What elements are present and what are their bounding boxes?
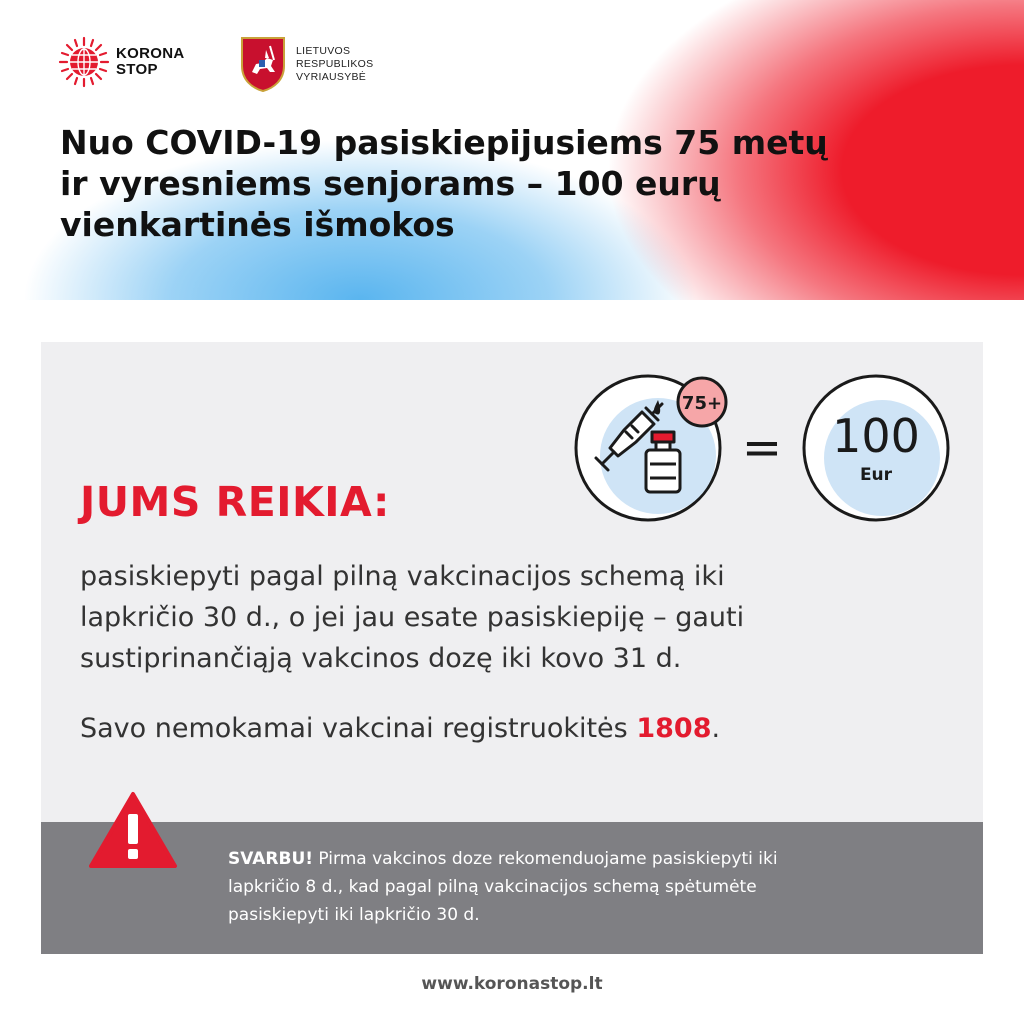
registration-text: Savo nemokamai vakcinai registruokitės bbox=[80, 713, 637, 744]
page-title bbox=[60, 122, 960, 245]
currency-text: Eur bbox=[859, 465, 893, 485]
headline-line1: Nuo COVID-19 pasiskiepijusiems 75 metų bbox=[60, 123, 828, 162]
headline-line2: ir vyresniems senjorams – 100 eurų bbox=[60, 164, 721, 203]
age-badge-text: 75+ bbox=[681, 393, 723, 414]
gov-line3: VYRIAUSYBĖ bbox=[296, 70, 367, 83]
vytis-coat-of-arms-icon bbox=[240, 36, 286, 92]
gov-line1: LIETUVOS bbox=[296, 44, 351, 57]
equals-sign: = bbox=[741, 420, 783, 476]
body-line3: sustiprinančiąją vakcinos dozę iki kovo 31 d. bbox=[80, 643, 682, 674]
warning-line2: lapkričio 8 d., kad pagal pilną vakcinacijos schemą spėtumėte bbox=[228, 877, 757, 897]
globe-sun-icon bbox=[58, 36, 110, 88]
vaccine-equals-money-illustration bbox=[572, 372, 952, 524]
warning-line1: Pirma vakcinos doze rekomenduojame pasiskiepyti iki bbox=[313, 849, 778, 869]
korona-stop-logo[interactable] bbox=[58, 34, 208, 90]
requirement-heading: JUMS REIKIA: bbox=[80, 478, 390, 526]
government-logo[interactable] bbox=[240, 36, 373, 92]
korona-line2: STOP bbox=[116, 61, 158, 78]
warning-label: SVARBU! bbox=[228, 849, 314, 869]
warning-triangle-icon bbox=[88, 790, 178, 870]
warning-line3: pasiskiepyti iki lapkričio 30 d. bbox=[228, 905, 480, 925]
registration-end: . bbox=[711, 713, 721, 744]
gov-line2: RESPUBLIKOS bbox=[296, 57, 374, 70]
body-line1: pasiskiepyti pagal pilną vakcinacijos schemą iki bbox=[80, 561, 725, 592]
headline-line3: vienkartinės išmokos bbox=[60, 205, 455, 244]
korona-line1: KORONA bbox=[116, 45, 185, 62]
requirement-body bbox=[80, 556, 960, 679]
registration-phone[interactable]: 1808 bbox=[636, 713, 712, 744]
warning-text bbox=[228, 845, 968, 929]
footer-website-link[interactable]: www.koronastop.lt bbox=[421, 974, 603, 994]
amount-text: 100 bbox=[832, 409, 920, 463]
body-line2: lapkričio 30 d., o jei jau esate pasiskiepiję – gauti bbox=[80, 602, 745, 633]
registration-line bbox=[80, 708, 960, 749]
government-wordmark bbox=[296, 45, 373, 84]
korona-stop-wordmark bbox=[116, 46, 184, 78]
